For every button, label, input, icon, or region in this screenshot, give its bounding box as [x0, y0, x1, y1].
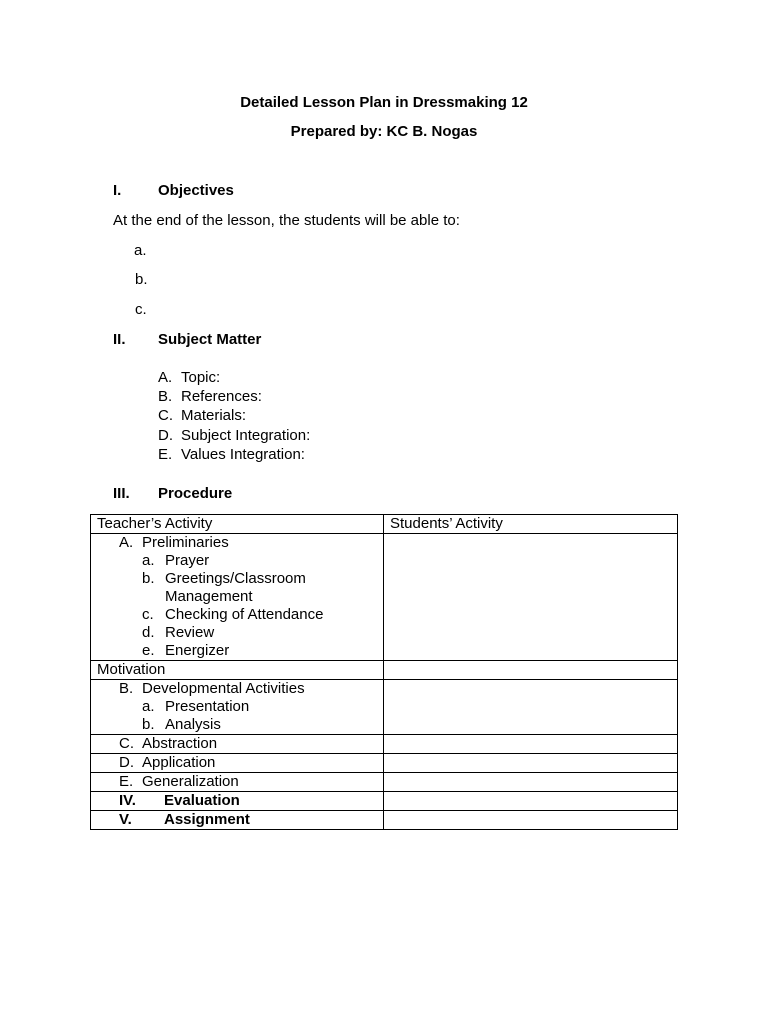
- developmental-line: [97, 680, 377, 698]
- developmental-label: Developmental Activities: [142, 680, 305, 697]
- procedure-heading: Procedure: [158, 485, 233, 502]
- students-activity-cell: [384, 680, 678, 735]
- evaluation-cell: [91, 792, 384, 811]
- list-marker: a.: [142, 552, 155, 569]
- abstraction-label: Abstraction: [142, 735, 218, 752]
- subject-matter-heading: Subject Matter: [158, 331, 262, 348]
- list-marker: B.: [119, 680, 134, 697]
- list-item: [97, 570, 377, 588]
- objective-item-a: a.: [134, 242, 147, 259]
- table-row-motivation: [91, 661, 678, 680]
- list-marker: b.: [142, 716, 155, 733]
- subject-item-marker: E.: [158, 446, 173, 463]
- table-row-evaluation: [91, 792, 678, 811]
- document-title: Detailed Lesson Plan in Dressmaking 12: [240, 94, 528, 111]
- header-students-activity: Students’ Activity: [384, 515, 678, 534]
- item-presentation: Presentation: [165, 698, 250, 715]
- header-teachers-activity: Teacher’s Activity: [91, 515, 384, 534]
- list-marker: c.: [142, 606, 154, 623]
- list-item: [97, 698, 377, 716]
- list-marker: b.: [142, 570, 155, 587]
- list-marker: C.: [119, 735, 134, 752]
- students-activity-cell: [384, 792, 678, 811]
- objectives-numeral: I.: [113, 182, 122, 199]
- subject-matter-numeral: II.: [113, 331, 126, 348]
- item-energizer: Energizer: [165, 642, 230, 659]
- application-label: Application: [142, 754, 216, 771]
- item-greetings: Greetings/Classroom: [165, 570, 306, 587]
- list-marker: A.: [119, 534, 134, 551]
- list-item: [97, 624, 377, 642]
- subject-item-marker: D.: [158, 427, 173, 444]
- list-item: [97, 642, 377, 660]
- item-greetings-continued: Management: [165, 588, 253, 605]
- list-item: [97, 606, 377, 624]
- table-row-developmental: [91, 680, 678, 735]
- subject-item-marker: C.: [158, 407, 173, 424]
- table-row-abstraction: [91, 735, 678, 754]
- motivation-cell: Motivation: [91, 661, 384, 680]
- preliminaries-line: [97, 534, 377, 552]
- application-cell: [91, 754, 384, 773]
- subject-item-subject-integration: Subject Integration:: [181, 427, 311, 444]
- students-activity-cell: [384, 811, 678, 830]
- list-item: [97, 716, 377, 734]
- students-activity-cell: [384, 773, 678, 792]
- item-prayer: Prayer: [165, 552, 210, 569]
- table-row-application: [91, 754, 678, 773]
- subject-item-topic: Topic:: [181, 369, 221, 386]
- prepared-by: Prepared by: KC B. Nogas: [290, 123, 478, 140]
- procedure-table: [90, 514, 678, 830]
- list-marker: d.: [142, 624, 155, 641]
- list-marker: E.: [119, 773, 134, 790]
- list-marker: V.: [119, 811, 132, 828]
- table-row-preliminaries: [91, 534, 678, 661]
- students-activity-cell: [384, 661, 678, 680]
- students-activity-cell: [384, 735, 678, 754]
- abstraction-cell: [91, 735, 384, 754]
- preliminaries-cell: [91, 534, 384, 661]
- developmental-cell: [91, 680, 384, 735]
- objective-item-c: c.: [135, 301, 147, 318]
- objectives-heading: Objectives: [158, 182, 234, 199]
- evaluation-label: Evaluation: [164, 792, 240, 809]
- assignment-cell: [91, 811, 384, 830]
- students-activity-cell: [384, 534, 678, 661]
- table-header-row: [91, 515, 678, 534]
- preliminaries-label: Preliminaries: [142, 534, 229, 551]
- objectives-intro: At the end of the lesson, the students will be able to:: [113, 212, 460, 229]
- subject-item-references: References:: [181, 388, 262, 405]
- list-marker: a.: [142, 698, 155, 715]
- subject-item-marker: A.: [158, 369, 173, 386]
- item-analysis: Analysis: [165, 716, 221, 733]
- subject-item-materials: Materials:: [181, 407, 247, 424]
- list-item: [97, 552, 377, 570]
- list-marker: D.: [119, 754, 134, 771]
- procedure-numeral: III.: [113, 485, 130, 502]
- assignment-label: Assignment: [164, 811, 250, 828]
- objective-item-b: b.: [135, 271, 148, 288]
- list-marker: e.: [142, 642, 155, 659]
- item-review: Review: [165, 624, 215, 641]
- subject-item-values-integration: Values Integration:: [181, 446, 305, 463]
- item-checking-attendance: Checking of Attendance: [165, 606, 324, 623]
- subject-item-marker: B.: [158, 388, 173, 405]
- students-activity-cell: [384, 754, 678, 773]
- generalization-cell: [91, 773, 384, 792]
- generalization-label: Generalization: [142, 773, 239, 790]
- table-row-generalization: [91, 773, 678, 792]
- table-row-assignment: [91, 811, 678, 830]
- list-marker: IV.: [119, 792, 136, 809]
